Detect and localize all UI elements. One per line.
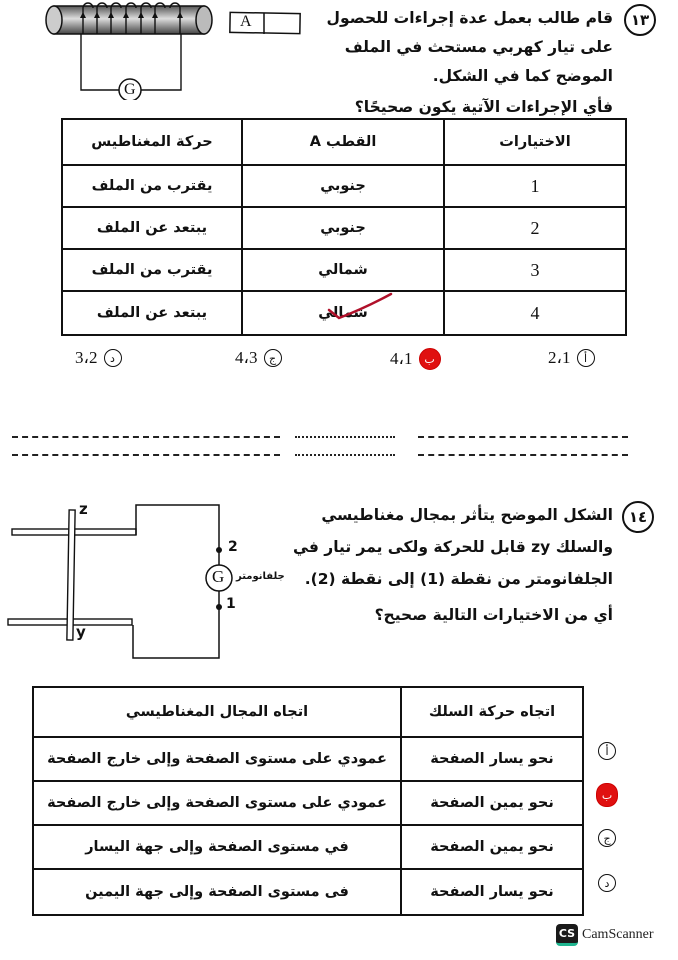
q13-row-motion: يبتعد عن الملف bbox=[62, 291, 242, 335]
q14-text-line-1: الشكل الموضح يتأثر بمجال مغناطيسي bbox=[321, 506, 613, 524]
q13-choice-b-text: 4،1 bbox=[390, 349, 413, 368]
q14-point-2-label: 2 bbox=[228, 539, 238, 555]
q13-galvanometer-label: G bbox=[124, 81, 136, 98]
q13-row-motion: يقترب من الملف bbox=[62, 249, 242, 291]
q14-text-line-3: الجلفانومتر من نقطة (1) إلى نقطة (2). bbox=[304, 570, 613, 588]
q14-text-line-2: والسلك zy قابل للحركة ولكى يمر تيار في bbox=[293, 538, 613, 556]
q14-wire-bottom-label: y bbox=[76, 623, 86, 641]
table-row bbox=[62, 207, 626, 249]
q13-table-header-row bbox=[62, 119, 626, 165]
choice-letter-icon: أ bbox=[577, 349, 595, 367]
camscanner-text: CamScanner bbox=[582, 927, 654, 942]
camscanner-logo: CS bbox=[556, 924, 578, 946]
q13-question: فأي الإجراءات الآتية يكون صحيحًا؟ bbox=[354, 98, 613, 116]
q14-point-1-label: 1 bbox=[226, 596, 236, 612]
q14-galvanometer-label: G bbox=[212, 567, 225, 586]
q13-text-line-3: الموضح كما في الشكل. bbox=[432, 67, 613, 85]
q13-row-pole: شمالي bbox=[242, 291, 444, 335]
q13-choice-c[interactable] bbox=[235, 348, 282, 368]
q13-row-num: 2 bbox=[444, 207, 626, 249]
q14-row-wire: نحو يسار الصفحة bbox=[401, 737, 583, 781]
q13-row-num: 1 bbox=[444, 165, 626, 207]
q13-header-choices: الاختيارات bbox=[444, 119, 626, 165]
table-row bbox=[33, 737, 583, 781]
q14-choice-c-radio[interactable]: ج bbox=[598, 829, 616, 847]
q14-choice-d-radio[interactable]: د bbox=[598, 874, 616, 892]
q14-row-wire: نحو يسار الصفحة bbox=[401, 869, 583, 915]
q14-row-wire: نحو يمين الصفحة bbox=[401, 781, 583, 825]
q13-header-motion: حركة المغناطيس bbox=[62, 119, 242, 165]
q14-row-field: عمودي على مستوى الصفحة وإلى خارج الصفحة bbox=[33, 781, 401, 825]
q14-row-field: فى مستوى الصفحة وإلى جهة اليمين bbox=[33, 869, 401, 915]
q13-row-motion: يقترب من الملف bbox=[62, 165, 242, 207]
q14-header-field: اتجاه المجال المغناطيسي bbox=[33, 687, 401, 737]
q13-text-line-2: على تيار كهربي مستحث في الملف bbox=[344, 38, 613, 56]
q13-coil-figure bbox=[40, 0, 320, 100]
q14-galvanometer-name: جلفانومتر bbox=[236, 571, 285, 582]
q13-text-line-1: قام طالب بعمل عدة إجراءات للحصول bbox=[326, 9, 613, 27]
q14-table-header-row bbox=[33, 687, 583, 737]
q13-choice-a-text: 2،1 bbox=[548, 348, 571, 367]
q14-number-badge: ١٤ bbox=[622, 501, 654, 533]
marked-answer-icon: ب bbox=[419, 348, 441, 370]
q14-question: أي من الاختيارات التالية صحيح؟ bbox=[374, 606, 613, 624]
q13-row-pole: جنوبي bbox=[242, 207, 444, 249]
q13-number-badge: ١٣ bbox=[624, 4, 656, 36]
table-row bbox=[33, 869, 583, 915]
q13-choice-d-text: 3،2 bbox=[75, 348, 98, 367]
table-row bbox=[62, 249, 626, 291]
choice-letter-icon: ج bbox=[264, 349, 282, 367]
q14-row-field: في مستوى الصفحة وإلى جهة اليسار bbox=[33, 825, 401, 869]
q13-row-num: 4 bbox=[444, 291, 626, 335]
q13-choice-b[interactable] bbox=[390, 348, 441, 370]
q13-row-motion: يبتعد عن الملف bbox=[62, 207, 242, 249]
q13-row-num: 3 bbox=[444, 249, 626, 291]
table-row bbox=[33, 781, 583, 825]
q14-choice-b-marked-icon[interactable]: ب bbox=[596, 783, 618, 807]
q13-choice-d[interactable] bbox=[75, 348, 122, 368]
q13-choice-c-text: 4،3 bbox=[235, 348, 258, 367]
q14-wire-top-label: z bbox=[79, 500, 88, 518]
q14-header-wire: اتجاه حركة السلك bbox=[401, 687, 583, 737]
q13-choice-a[interactable] bbox=[548, 348, 595, 368]
table-row bbox=[62, 165, 626, 207]
q14-row-wire: نحو يمين الصفحة bbox=[401, 825, 583, 869]
checkmark-icon bbox=[325, 292, 395, 322]
choice-letter-icon: د bbox=[104, 349, 122, 367]
q13-row-pole: شمالي bbox=[242, 249, 444, 291]
q14-options-table bbox=[32, 686, 584, 916]
q14-choice-a-radio[interactable]: أ bbox=[598, 742, 616, 760]
q14-circuit-figure bbox=[0, 495, 300, 670]
table-row bbox=[33, 825, 583, 869]
q13-header-pole: القطب A bbox=[242, 119, 444, 165]
q14-row-field: عمودي على مستوى الصفحة وإلى خارج الصفحة bbox=[33, 737, 401, 781]
q13-row-pole: جنوبي bbox=[242, 165, 444, 207]
q13-magnet-pole-label: A bbox=[240, 13, 252, 30]
